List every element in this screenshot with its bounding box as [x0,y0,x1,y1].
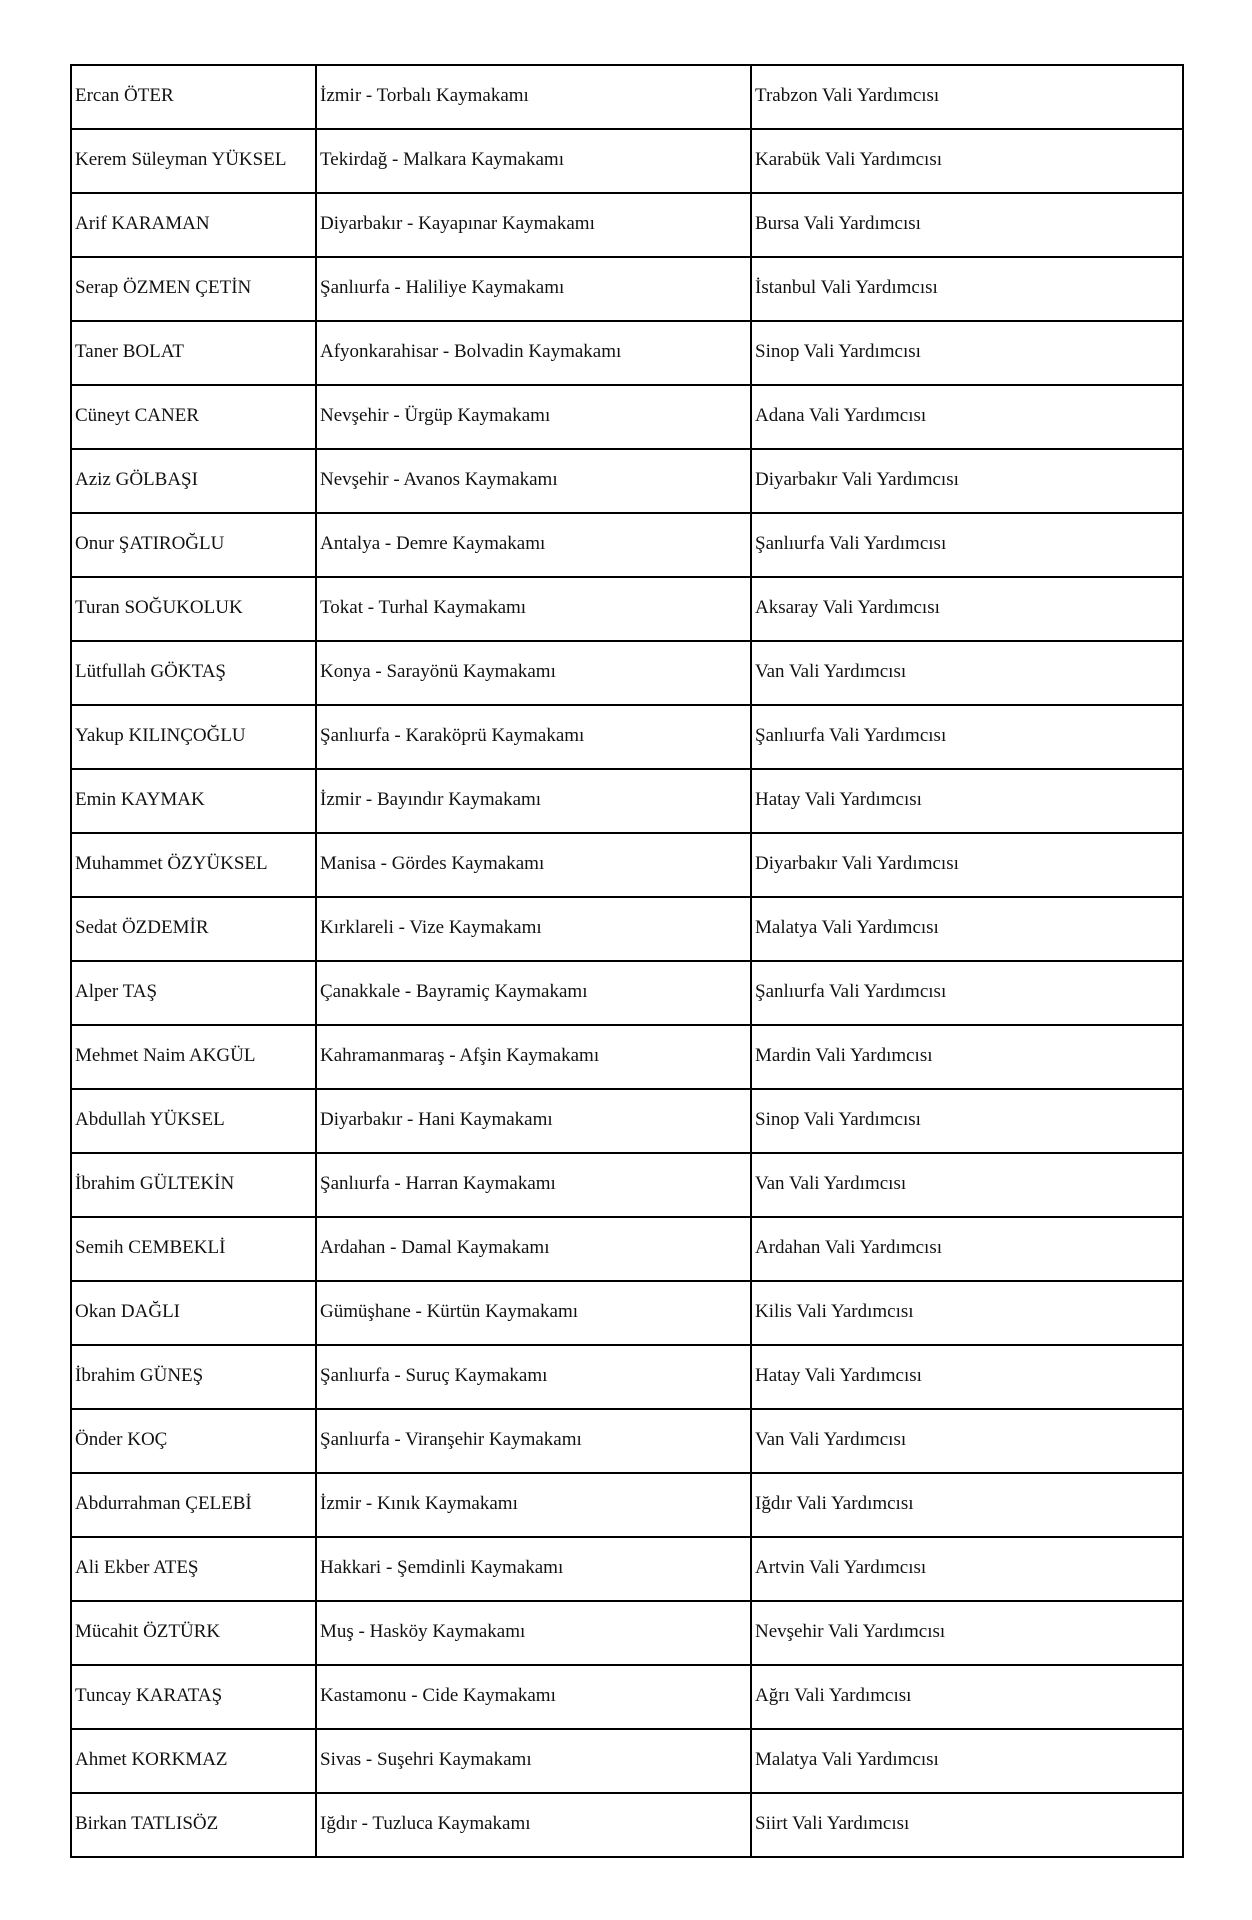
person-name-cell-text: Mücahit ÖZTÜRK [75,1621,221,1642]
person-name-cell [71,1217,316,1281]
new-post-cell [751,1217,1183,1281]
current-post-cell-text: Antalya - Demre Kaymakamı [320,533,546,554]
current-post-cell [316,1665,751,1729]
table-row [71,449,1183,513]
current-post-cell-text: Gümüşhane - Kürtün Kaymakamı [320,1301,579,1322]
person-name-cell-text: Muhammet ÖZYÜKSEL [75,853,268,874]
person-name-cell [71,769,316,833]
appointment-table-body [71,65,1183,1857]
person-name-cell [71,257,316,321]
table-row [71,1409,1183,1473]
table-row [71,193,1183,257]
new-post-cell [751,769,1183,833]
new-post-cell-text: Diyarbakır Vali Yardımcısı [755,853,959,874]
person-name-cell-text: Mehmet Naim AKGÜL [75,1045,256,1066]
person-name-cell [71,1345,316,1409]
current-post-cell [316,257,751,321]
person-name-cell-text: İbrahim GÜLTEKİN [75,1173,235,1194]
new-post-cell [751,641,1183,705]
current-post-cell-text: Iğdır - Tuzluca Kaymakamı [320,1813,531,1834]
new-post-cell [751,1153,1183,1217]
person-name-cell-text: Abdurrahman ÇELEBİ [75,1493,252,1514]
new-post-cell-text: Nevşehir Vali Yardımcısı [755,1621,946,1642]
current-post-cell [316,193,751,257]
person-name-cell-text: Aziz GÖLBAŞI [75,469,198,490]
table-row [71,577,1183,641]
current-post-cell [316,577,751,641]
person-name-cell [71,449,316,513]
current-post-cell [316,897,751,961]
person-name-cell-text: Yakup KILINÇOĞLU [75,725,246,746]
table-row [71,897,1183,961]
new-post-cell-text: Hatay Vali Yardımcısı [755,1365,922,1386]
current-post-cell-text: Şanlıurfa - Harran Kaymakamı [320,1173,556,1194]
current-post-cell-text: Şanlıurfa - Karaköprü Kaymakamı [320,725,585,746]
table-row [71,1729,1183,1793]
new-post-cell [751,577,1183,641]
new-post-cell-text: Artvin Vali Yardımcısı [755,1557,927,1578]
current-post-cell-text: Diyarbakır - Hani Kaymakamı [320,1109,553,1130]
current-post-cell-text: Diyarbakır - Kayapınar Kaymakamı [320,213,595,234]
person-name-cell-text: Sedat ÖZDEMİR [75,917,209,938]
current-post-cell-text: Çanakkale - Bayramiç Kaymakamı [320,981,588,1002]
current-post-cell [316,385,751,449]
person-name-cell [71,577,316,641]
current-post-cell [316,1729,751,1793]
current-post-cell [316,1793,751,1857]
current-post-cell [316,769,751,833]
table-row [71,641,1183,705]
new-post-cell-text: Sinop Vali Yardımcısı [755,341,921,362]
current-post-cell [316,65,751,129]
person-name-cell-text: Abdullah YÜKSEL [75,1109,225,1130]
person-name-cell [71,1729,316,1793]
current-post-cell-text: İzmir - Kınık Kaymakamı [320,1493,518,1514]
new-post-cell-text: Mardin Vali Yardımcısı [755,1045,933,1066]
new-post-cell [751,257,1183,321]
table-row [71,1281,1183,1345]
person-name-cell [71,321,316,385]
new-post-cell-text: Malatya Vali Yardımcısı [755,1749,939,1770]
new-post-cell [751,385,1183,449]
person-name-cell [71,513,316,577]
person-name-cell-text: Arif KARAMAN [75,213,210,234]
person-name-cell-text: Ercan ÖTER [75,85,174,106]
table-row [71,1025,1183,1089]
new-post-cell-text: Kilis Vali Yardımcısı [755,1301,914,1322]
current-post-cell [316,833,751,897]
new-post-cell [751,1345,1183,1409]
current-post-cell [316,1345,751,1409]
new-post-cell-text: Şanlıurfa Vali Yardımcısı [755,725,947,746]
person-name-cell-text: Turan SOĞUKOLUK [75,597,243,618]
person-name-cell [71,129,316,193]
table-row [71,385,1183,449]
table-row [71,65,1183,129]
new-post-cell-text: Şanlıurfa Vali Yardımcısı [755,981,947,1002]
current-post-cell-text: Afyonkarahisar - Bolvadin Kaymakamı [320,341,622,362]
current-post-cell [316,1473,751,1537]
current-post-cell-text: Şanlıurfa - Haliliye Kaymakamı [320,277,565,298]
person-name-cell [71,1089,316,1153]
current-post-cell-text: İzmir - Torbalı Kaymakamı [320,85,529,106]
current-post-cell [316,641,751,705]
person-name-cell [71,1473,316,1537]
new-post-cell [751,833,1183,897]
new-post-cell-text: Aksaray Vali Yardımcısı [755,597,940,618]
person-name-cell-text: Semih CEMBEKLİ [75,1237,226,1258]
new-post-cell-text: Sinop Vali Yardımcısı [755,1109,921,1130]
person-name-cell-text: Emin KAYMAK [75,789,205,810]
new-post-cell-text: Iğdır Vali Yardımcısı [755,1493,914,1514]
current-post-cell [316,1025,751,1089]
table-row [71,513,1183,577]
current-post-cell-text: Hakkari - Şemdinli Kaymakamı [320,1557,564,1578]
table-row [71,769,1183,833]
person-name-cell [71,1409,316,1473]
new-post-cell-text: Şanlıurfa Vali Yardımcısı [755,533,947,554]
person-name-cell [71,1793,316,1857]
new-post-cell [751,449,1183,513]
new-post-cell [751,1409,1183,1473]
new-post-cell-text: İstanbul Vali Yardımcısı [755,277,938,298]
current-post-cell-text: Nevşehir - Avanos Kaymakamı [320,469,558,490]
person-name-cell [71,897,316,961]
current-post-cell-text: Konya - Sarayönü Kaymakamı [320,661,556,682]
person-name-cell [71,1601,316,1665]
new-post-cell-text: Bursa Vali Yardımcısı [755,213,921,234]
person-name-cell-text: Okan DAĞLI [75,1301,181,1322]
new-post-cell-text: Ardahan Vali Yardımcısı [755,1237,942,1258]
new-post-cell [751,1729,1183,1793]
current-post-cell-text: Kastamonu - Cide Kaymakamı [320,1685,556,1706]
current-post-cell [316,1089,751,1153]
table-row [71,1537,1183,1601]
current-post-cell [316,1537,751,1601]
new-post-cell-text: Van Vali Yardımcısı [755,661,907,682]
person-name-cell [71,65,316,129]
person-name-cell [71,385,316,449]
new-post-cell [751,705,1183,769]
table-row [71,1601,1183,1665]
current-post-cell [316,321,751,385]
person-name-cell [71,193,316,257]
new-post-cell-text: Diyarbakır Vali Yardımcısı [755,469,959,490]
table-row [71,129,1183,193]
table-row [71,257,1183,321]
table-row [71,705,1183,769]
person-name-cell-text: Tuncay KARATAŞ [75,1685,223,1706]
current-post-cell-text: Kahramanmaraş - Afşin Kaymakamı [320,1045,600,1066]
new-post-cell [751,1025,1183,1089]
person-name-cell-text: Alper TAŞ [75,981,158,1002]
current-post-cell-text: İzmir - Bayındır Kaymakamı [320,789,542,810]
person-name-cell-text: Onur ŞATIROĞLU [75,533,225,554]
new-post-cell [751,321,1183,385]
person-name-cell-text: Cüneyt CANER [75,405,200,426]
current-post-cell [316,961,751,1025]
person-name-cell [71,1665,316,1729]
person-name-cell [71,1281,316,1345]
person-name-cell [71,1153,316,1217]
person-name-cell-text: Birkan TATLISÖZ [75,1813,219,1834]
new-post-cell [751,1793,1183,1857]
person-name-cell [71,833,316,897]
new-post-cell [751,1601,1183,1665]
current-post-cell [316,1409,751,1473]
new-post-cell-text: Ağrı Vali Yardımcısı [755,1685,912,1706]
current-post-cell-text: Ardahan - Damal Kaymakamı [320,1237,550,1258]
new-post-cell-text: Hatay Vali Yardımcısı [755,789,922,810]
table-row [71,1793,1183,1857]
current-post-cell [316,1281,751,1345]
new-post-cell [751,1089,1183,1153]
current-post-cell-text: Tokat - Turhal Kaymakamı [320,597,527,618]
table-row [71,1345,1183,1409]
table-row [71,1473,1183,1537]
appointment-table [70,64,1184,1858]
new-post-cell-text: Malatya Vali Yardımcısı [755,917,939,938]
new-post-cell-text: Siirt Vali Yardımcısı [755,1813,910,1834]
current-post-cell [316,449,751,513]
person-name-cell [71,1537,316,1601]
table-row [71,1089,1183,1153]
new-post-cell-text: Van Vali Yardımcısı [755,1429,907,1450]
current-post-cell-text: Kırklareli - Vize Kaymakamı [320,917,542,938]
person-name-cell-text: Önder KOÇ [75,1429,168,1450]
table-row [71,1153,1183,1217]
new-post-cell [751,129,1183,193]
table-row [71,1217,1183,1281]
new-post-cell [751,193,1183,257]
new-post-cell-text: Karabük Vali Yardımcısı [755,149,942,170]
current-post-cell [316,1601,751,1665]
table-row [71,1665,1183,1729]
new-post-cell [751,65,1183,129]
current-post-cell [316,513,751,577]
table-row [71,321,1183,385]
current-post-cell [316,129,751,193]
person-name-cell-text: Lütfullah GÖKTAŞ [75,661,226,682]
current-post-cell-text: Tekirdağ - Malkara Kaymakamı [320,149,564,170]
current-post-cell [316,1217,751,1281]
new-post-cell-text: Adana Vali Yardımcısı [755,405,927,426]
current-post-cell-text: Manisa - Gördes Kaymakamı [320,853,545,874]
new-post-cell [751,961,1183,1025]
new-post-cell [751,513,1183,577]
new-post-cell-text: Trabzon Vali Yardımcısı [755,85,940,106]
new-post-cell [751,897,1183,961]
table-row [71,833,1183,897]
new-post-cell [751,1537,1183,1601]
current-post-cell-text: Sivas - Suşehri Kaymakamı [320,1749,532,1770]
new-post-cell [751,1473,1183,1537]
current-post-cell [316,705,751,769]
person-name-cell-text: Ahmet KORKMAZ [75,1749,228,1770]
person-name-cell-text: Ali Ekber ATEŞ [75,1557,199,1578]
current-post-cell-text: Muş - Hasköy Kaymakamı [320,1621,526,1642]
person-name-cell-text: İbrahim GÜNEŞ [75,1365,204,1386]
person-name-cell [71,705,316,769]
current-post-cell [316,1153,751,1217]
new-post-cell-text: Van Vali Yardımcısı [755,1173,907,1194]
person-name-cell [71,641,316,705]
new-post-cell [751,1281,1183,1345]
current-post-cell-text: Şanlıurfa - Viranşehir Kaymakamı [320,1429,582,1450]
person-name-cell [71,961,316,1025]
person-name-cell-text: Taner BOLAT [75,341,184,362]
person-name-cell-text: Serap ÖZMEN ÇETİN [75,277,252,298]
person-name-cell [71,1025,316,1089]
current-post-cell-text: Nevşehir - Ürgüp Kaymakamı [320,405,551,426]
new-post-cell [751,1665,1183,1729]
person-name-cell-text: Kerem Süleyman YÜKSEL [75,149,287,170]
table-row [71,961,1183,1025]
current-post-cell-text: Şanlıurfa - Suruç Kaymakamı [320,1365,548,1386]
